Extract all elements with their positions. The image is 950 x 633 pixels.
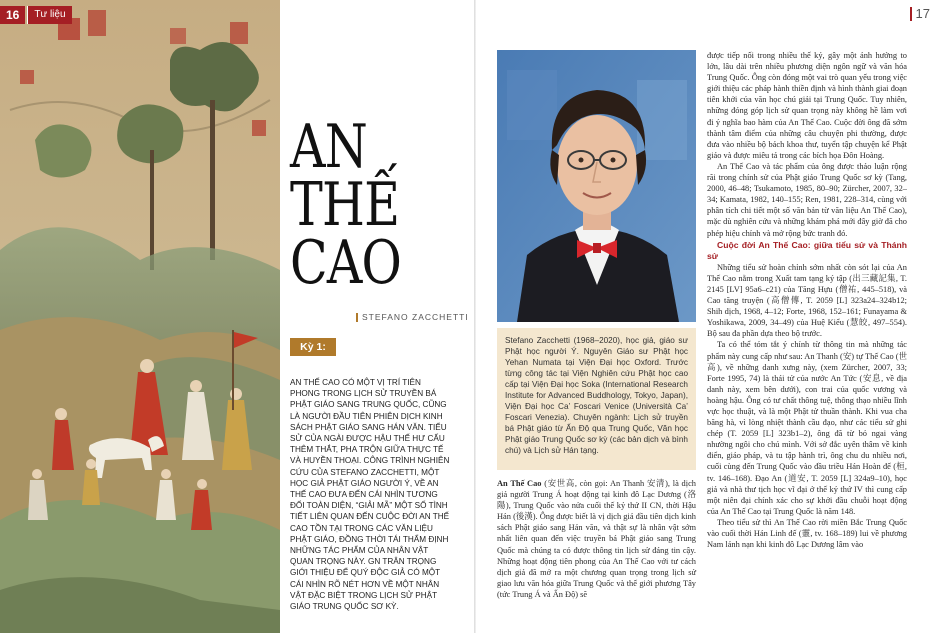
page-marker-icon [910,7,912,21]
title-line-2: THẾ [290,170,400,240]
article-title [290,112,480,298]
body-paragraph-2: An Thế Cao và tác phẩm của ông được thảo luận rộng rãi trong chính sử của Phật giáo Trung Quốc sơ kỳ (Tang, 2000, 46–48; Tsukamoto, 1985, 80–90; Zürcher, 2007, 32–34; Kamata, 1982, 140–155; Ren, 1981, 228–314, cùng với phân tích chi tiết một số văn bản từ văn liệu An Thế Cao), mặc dù nghiên cứu và những khám phá mới đây giờ đã cho phép hiệu chỉnh và mở rộng bức tranh đó. [707,161,907,238]
body-column-2 [707,50,907,550]
lead-text: (安世高, còn gọi: An Thanh 安清), là dịch giả người Trung Á hoạt động tại kinh đô Lạc Dương (洛陽), Trung Quốc vào nửa cuối thế kỷ thứ II CN, thời Hậu Hán (後漢). Ông được biết là vị dịch giả đầu tiên dịch kinh sách Phật giáo sang Hán văn, và thật sự là nhân vật sớm nhất liên quan đến việc truyền bá Phật giáo sang Trung Quốc mà chúng ta có được thông tin lịch sử đáng tin cậy. Những hoạt động tiên phong của An Thế Cao với tư cách dịch giả đã mở ra một chương quan trọng trong lịch sử giao lưu văn hóa giữa Trung Quốc và thế giới phương Tây (tức Trung Á và Ấn Độ) sẽ [497,479,696,599]
body-paragraph [497,478,696,600]
lead-name: An Thế Cao [497,479,542,488]
right-page-header [910,6,930,21]
title-line-3: CAO [290,228,402,298]
painting-illustration [0,0,280,633]
body-paragraph-1: được tiếp nối trong nhiều thế kỷ, gây một ảnh hưởng to lớn, lâu dài trên nhiều phương diện ngôn ngữ và văn hóa Trung Quốc. Ông còn đóng một vai trò quan yếu trong việc giới thiệu các pháp hành thiền định và hình thành giai đoạn tiên khởi của văn học chú giải tại Trung Quốc. Tuy nhiên, những đóng góp lịch sử quan trọng này không hề làm vơi đi ý nghĩa bao hàm của An Thế Cao. Cuộc đời ông đã sớm thành tâm điểm của những câu chuyện phi thường, được đưa vào nhiều bộ bách khoa thư, tuyển tập chuyện kể Phật giáo và được miêu tả trong các bích họa Đôn Hoàng. [707,51,907,160]
byline [356,312,469,322]
body-paragraph-3: Những tiểu sử hoàn chỉnh sớm nhất còn sót lại của An Thế Cao nằm trong Xuất tam tạng ký tập (出三藏記集, T. 2145 [LV] 95a6–c21) của Tăng Hựu (僧祐, 445–518), và Cao tăng truyện (高僧傳, T. 2059 [L] 323a24–324b12; Shih dịch, 1968, 4–12; Forte, 1968, 152–161; Funayama & Yoshikawa, 2009, 34–49) của Huệ Kiểu (慧皎, 497–554). Bộ sau đa phần dựa theo bộ trước. [707,262,907,339]
left-page-header [0,6,72,24]
section-subhead: Cuộc đời An Thế Cao: giữa tiểu sử và Thánh sử [707,239,907,261]
section-tag: Tư liệu [27,6,71,24]
body-paragraph-5: Theo tiểu sử thì An Thế Cao rời miền Bắc Trung Quốc vào cuối thời Hán Linh đế (靈, tv. 168–189) lui về phương Nam lánh nạn khi kinh đô Lạc Dương lâm vào [707,517,907,550]
right-page-number: 17 [915,6,930,21]
painting-art [0,0,280,633]
byline-author: STEFANO ZACCHETTI [362,312,469,322]
article-lead: AN THẾ CAO CÓ MỘT VỊ TRÍ TIÊN PHONG TRONG LỊCH SỬ TRUYỀN BÁ PHẬT GIÁO SANG TRUNG QUỐC, CŨNG LÀ NGƯỜI ĐẦU TIÊN PHIÊN DỊCH KINH SÁCH PHẬT GIÁO SANG HÁN VĂN. TIỂU SỬ CỦA NGÀI ĐƯỢC HẬU THẾ HƯ CẤU THÊM THẮT, PHA TRỘN GIỮA THỰC TẾ VÀ HUYỀN THOẠI. CÔNG TRÌNH NGHIÊN CỨU CỦA STEFANO ZACCHETTI, MỘT HỌC GIẢ PHẬT GIÁO NGƯỜI Ý, VỀ AN THẾ CAO ĐƯA ĐẾN CÁI NHÌN TƯƠNG ĐỐI TOÀN DIỆN, “GIẢI MÃ” MỘT SỐ TÌNH TIẾT LIÊN QUAN ĐẾN CUỘC ĐỜI AN THẾ CAO TỒN TẠI TRONG CÁC VĂN LIỆU PHẬT GIÁO, ĐỒNG THỜI TÁI THẨM ĐỊNH NHỮNG TÁC PHẨM CỦA NHÂN VẬT QUAN TRỌNG NÀY. GN TRÂN TRỌNG GIỚI THIỆU ĐỂ QUÝ ĐỘC GIẢ CÓ MỘT CÁI NHÌN RÕ NÉT HƠN VỀ MỘT NHÂN VẬT ĐẶC BIỆT TRONG LỊCH SỬ PHẬT GIÁO TRUNG QUỐC SƠ KỲ. [290,378,450,612]
page-gutter [474,0,476,633]
byline-mark-icon [356,313,358,322]
left-page-number: 16 [0,6,25,24]
part-badge: Kỳ 1: [290,338,336,356]
portrait-caption: Stefano Zacchetti (1968–2020), học giả, giáo sư Phật học người Ý. Nguyên Giáo sư Phật học Yehan Numata tại Viện Đại học Oxford. Trước từng công tác tại Viện Nghiên cứu Phật học cao cấp tại Viện Đại học Soka (International Research Institute for Advanced Buddhology, Tokyo, Japan), Viện Đại học Ca’ Foscari Venice (Università Ca’ Foscari Venezia). Chuyên ngành: Lịch sử truyền bá Phật giáo từ Ấn Độ qua Trung Quốc, Văn học Phật giáo Trung Quốc sơ kỳ (các bản dịch và bình chú) và Lịch sử Hán tạng. [497,328,696,470]
body-column-1 [497,478,696,600]
author-portrait [497,50,696,322]
portrait-art [497,50,696,322]
title-line-1: AN [290,112,367,182]
body-paragraph-4: Ta có thể tóm tắt ý chính từ thông tin mà những tác phẩm này cung cấp như sau: An Thanh (安) tự Thế Cao (世高), về những danh xưng này, (xem Zürcher, 2007, 33; Forte 1995, 74) là thái tử của nước An Tức (安息, về địa danh này, xem bên dưới), con trai của quốc vương và hoàng hậu. Ông có tư chất thông tuệ, thông thạo nhiều lĩnh vực học thuật, và là một Phật tử thuần thành. Khi vua cha băng hà, vì lòng nhiệt thành cầu đạo, như các tiểu sử ghi chép (T. 2059 [L] 323b1–2), ông đã từ bỏ ngai vàng nhường ngôi cho chú mình. Với sở đắc uyên thâm về kinh điển, giáo pháp, và tu tập hành trì, ông chu du nhiều nơi, cuối cùng đến Trung Quốc vào đầu triều Hán Hoàn đế (桓, tv. 146–168). Đạo An (道安, T. 2059 [L] 324a9–10), học giả và nhà thư tịch học vĩ đại ở thế kỷ thứ IV thì cung cấp một niên đại chính xác cho sự khởi đầu chuỗi hoạt động của An Thế Cao tại Trung Quốc là năm 148. [707,340,907,516]
